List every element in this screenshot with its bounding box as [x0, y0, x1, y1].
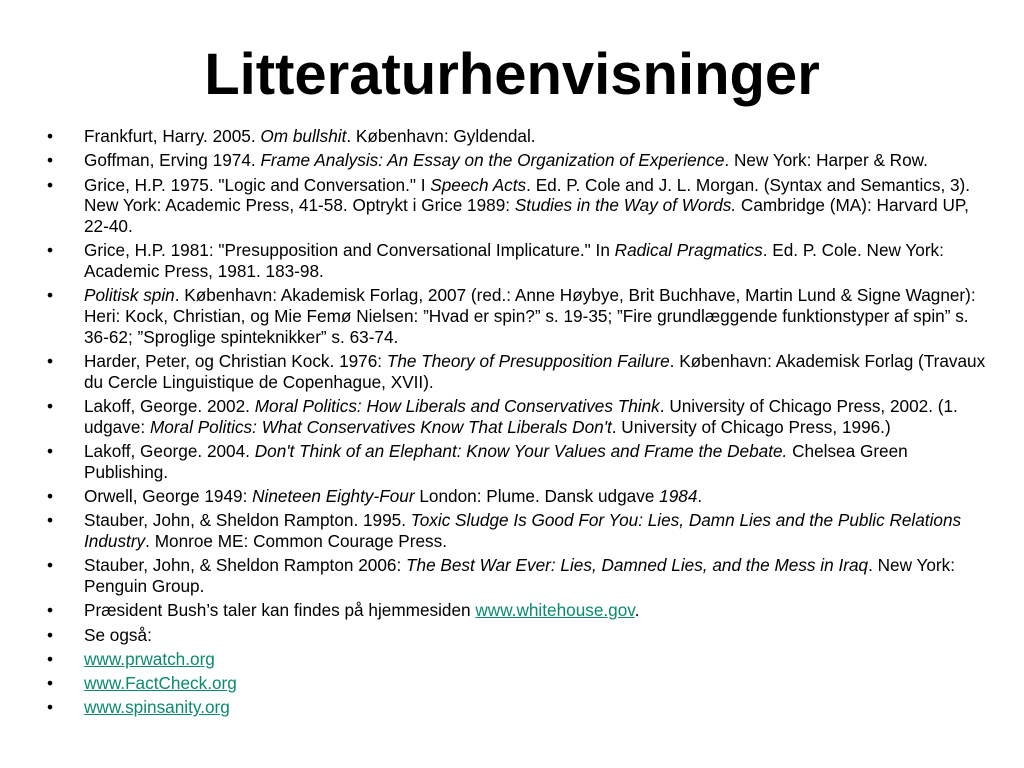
- reference-title: The Theory of Presupposition Failure: [386, 351, 670, 371]
- factcheck-link[interactable]: www.FactCheck.org: [84, 673, 237, 694]
- prwatch-link[interactable]: www.prwatch.org: [84, 648, 215, 669]
- reference-text: Grice, H.P. 1975. "Logic and Conversation." I: [84, 174, 431, 195]
- bullet-icon: •: [47, 600, 54, 621]
- reference-text: . Ed. P. Cole and J. L. Morgan. (Syntax and Semantics, 3). New York: Academic Press, 41-58. Optrykt i Grice 1989:: [84, 174, 971, 216]
- bullet-icon: •: [47, 624, 54, 645]
- reference-item: [47, 555, 987, 596]
- reference-item: [47, 351, 987, 392]
- reference-item: [47, 285, 987, 347]
- reference-text: . New York: Penguin Group.: [84, 555, 956, 596]
- reference-item: [47, 150, 987, 171]
- reference-title: Moral Politics: What Conservatives Know That Liberals Don't: [149, 416, 612, 437]
- bullet-icon: •: [47, 486, 54, 506]
- reference-text: .: [697, 486, 703, 506]
- reference-text: . Monroe ME: Common Courage Press.: [145, 531, 447, 551]
- reference-title: Politisk spin: [84, 285, 175, 306]
- reference-text: . New York: Harper & Row.: [724, 150, 928, 171]
- reference-title: Radical Pragmatics: [614, 240, 763, 261]
- reference-title: The Best War Ever: Lies, Damned Lies, and the Mess in Iraq: [406, 555, 869, 576]
- reference-text: Orwell, George 1949:: [84, 486, 253, 506]
- bullet-icon: •: [47, 351, 54, 371]
- reference-text: . København: Akademisk Forlag (Travaux du Cercle Linguistique de Copenhague, XVII).: [84, 351, 986, 392]
- bullet-icon: •: [47, 648, 54, 669]
- reference-item: [47, 175, 987, 237]
- see-also-label: Se også:: [84, 624, 152, 645]
- reference-text: . København: Akademisk Forlag, 2007 (red.: Anne Høybye, Brit Buchhave, Martin Lund & Signe Wagner): Heri: Kock, Christian, og Mie Femø Nielsen: ”Hvad er spin?” s. 19-35; ”Fire grundlæggende funktionstyper af spin” s. 36-62; ”Sproglige spinteknikker” s. 63-74.: [84, 285, 976, 347]
- reference-title: Speech Acts: [430, 174, 527, 195]
- link-item: [47, 649, 987, 670]
- reference-text: Harder, Peter, og Christian Kock. 1976:: [84, 351, 387, 371]
- reference-text: Lakoff, George. 2004.: [84, 441, 255, 461]
- link-item: [47, 673, 987, 694]
- reference-text: . University of Chicago Press, 1996.): [611, 416, 891, 437]
- reference-text: Frankfurt, Harry. 2005.: [84, 126, 261, 146]
- reference-text: . Ed. P. Cole. New York: Academic Press, 1981. 183-98.: [84, 240, 944, 281]
- bullet-icon: •: [47, 396, 54, 416]
- bullet-icon: •: [47, 126, 54, 146]
- bullet-icon: •: [47, 555, 54, 576]
- reference-title: Moral Politics: How Liberals and Conservatives Think: [254, 396, 660, 416]
- reference-item: [47, 486, 987, 507]
- reference-text: Chelsea Green Publishing.: [84, 441, 908, 482]
- bush-note-text: Præsident Bush’s taler kan findes på hjemmesiden: [84, 600, 476, 621]
- reference-title: Studies in the Way of Words.: [514, 195, 737, 216]
- bullet-icon: •: [47, 285, 54, 306]
- bush-note-suffix: .: [634, 600, 640, 621]
- see-also-item: [47, 625, 987, 646]
- bullet-icon: •: [47, 441, 54, 461]
- reference-list: [47, 126, 987, 722]
- reference-title: 1984: [659, 486, 698, 506]
- reference-item: [47, 240, 987, 281]
- reference-title: Toxic Sludge Is Good For You: Lies, Damn Lies and the Public Relations Industry: [84, 510, 962, 551]
- reference-text: Goffman, Erving 1974.: [84, 150, 261, 171]
- reference-item: [47, 441, 987, 482]
- reference-text: Grice, H.P. 1981: "Presupposition and Conversational Implicature." In: [84, 240, 615, 261]
- bullet-icon: •: [47, 673, 54, 694]
- bullet-icon: •: [47, 174, 54, 195]
- whitehouse-link[interactable]: www.whitehouse.gov: [475, 600, 635, 621]
- slide-title: Litteraturhenvisninger: [204, 42, 820, 107]
- reference-text: Lakoff, George. 2002.: [84, 396, 255, 416]
- reference-text: Stauber, John, & Sheldon Rampton. 1995.: [84, 510, 411, 531]
- reference-title: Don't Think of an Elephant: Know Your Values and Frame the Debate.: [254, 441, 788, 461]
- bullet-icon: •: [47, 240, 54, 261]
- reference-title: Frame Analysis: An Essay on the Organization of Experience: [260, 150, 725, 171]
- reference-text: . University of Chicago Press, 2002. (1. udgave:: [84, 396, 958, 437]
- reference-text: Stauber, John, & Sheldon Rampton 2006:: [84, 555, 407, 576]
- link-item: [47, 697, 987, 718]
- reference-text: . København: Gyldendal.: [346, 126, 536, 146]
- bullet-icon: •: [47, 510, 54, 531]
- reference-text: Cambridge (MA): Harvard UP, 22-40.: [84, 195, 969, 236]
- reference-title: Om bullshit: [260, 126, 347, 146]
- reference-item: [47, 510, 987, 551]
- spinsanity-link[interactable]: www.spinsanity.org: [84, 697, 230, 718]
- reference-text: London: Plume. Dansk udgave: [414, 486, 660, 506]
- bullet-icon: •: [47, 150, 54, 171]
- reference-item: [47, 126, 987, 147]
- reference-item: [47, 396, 987, 437]
- reference-title: Nineteen Eighty-Four: [252, 486, 415, 506]
- bullet-icon: •: [47, 697, 54, 718]
- bush-speeches-item: [47, 600, 987, 621]
